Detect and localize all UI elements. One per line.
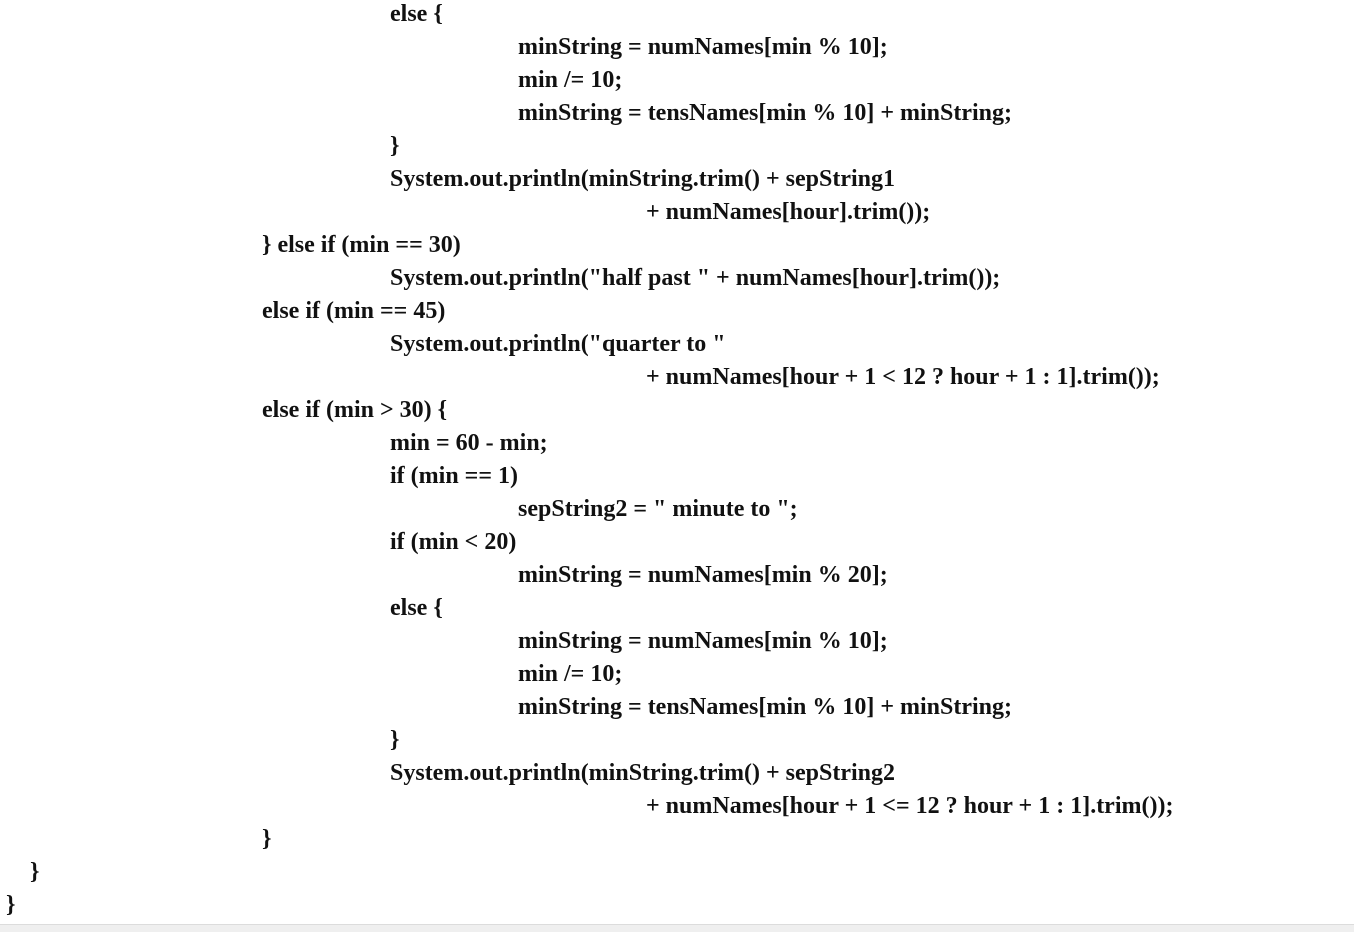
code-line: } — [6, 892, 16, 918]
code-line: else { — [390, 595, 443, 621]
code-line: min /= 10; — [518, 661, 623, 687]
code-line: System.out.println("quarter to " — [390, 331, 726, 357]
code-line: System.out.println(minString.trim() + sepString2 — [390, 760, 896, 786]
code-line: + numNames[hour + 1 < 12 ? hour + 1 : 1].trim()); — [646, 364, 1160, 390]
code-line: + numNames[hour + 1 <= 12 ? hour + 1 : 1].trim()); — [646, 793, 1174, 819]
code-line: minString = numNames[min % 20]; — [518, 562, 888, 588]
code-line: minString = numNames[min % 10]; — [518, 34, 888, 60]
code-line: } else if (min == 30) — [262, 232, 461, 258]
code-line: if (min < 20) — [390, 529, 517, 555]
code-line: } — [390, 133, 400, 159]
code-line: min /= 10; — [518, 67, 623, 93]
code-line: minString = tensNames[min % 10] + minString; — [518, 694, 1013, 720]
code-line: minString = tensNames[min % 10] + minString; — [518, 100, 1013, 126]
code-line: else { — [390, 1, 443, 27]
code-line: } — [390, 727, 400, 753]
code-line: else if (min == 45) — [262, 298, 446, 324]
code-line: if (min == 1) — [390, 463, 519, 489]
code-line: else if (min > 30) { — [262, 397, 448, 423]
code-line: sepString2 = " minute to "; — [518, 496, 798, 522]
code-line: + numNames[hour].trim()); — [646, 199, 931, 225]
code-line: minString = numNames[min % 10]; — [518, 628, 888, 654]
code-line: min = 60 - min; — [390, 430, 548, 456]
code-line: } — [30, 859, 40, 885]
code-line: } — [262, 826, 272, 852]
code-line: System.out.println(minString.trim() + sepString1 — [390, 166, 896, 192]
code-line: System.out.println("half past " + numNames[hour].trim()); — [390, 265, 1001, 291]
